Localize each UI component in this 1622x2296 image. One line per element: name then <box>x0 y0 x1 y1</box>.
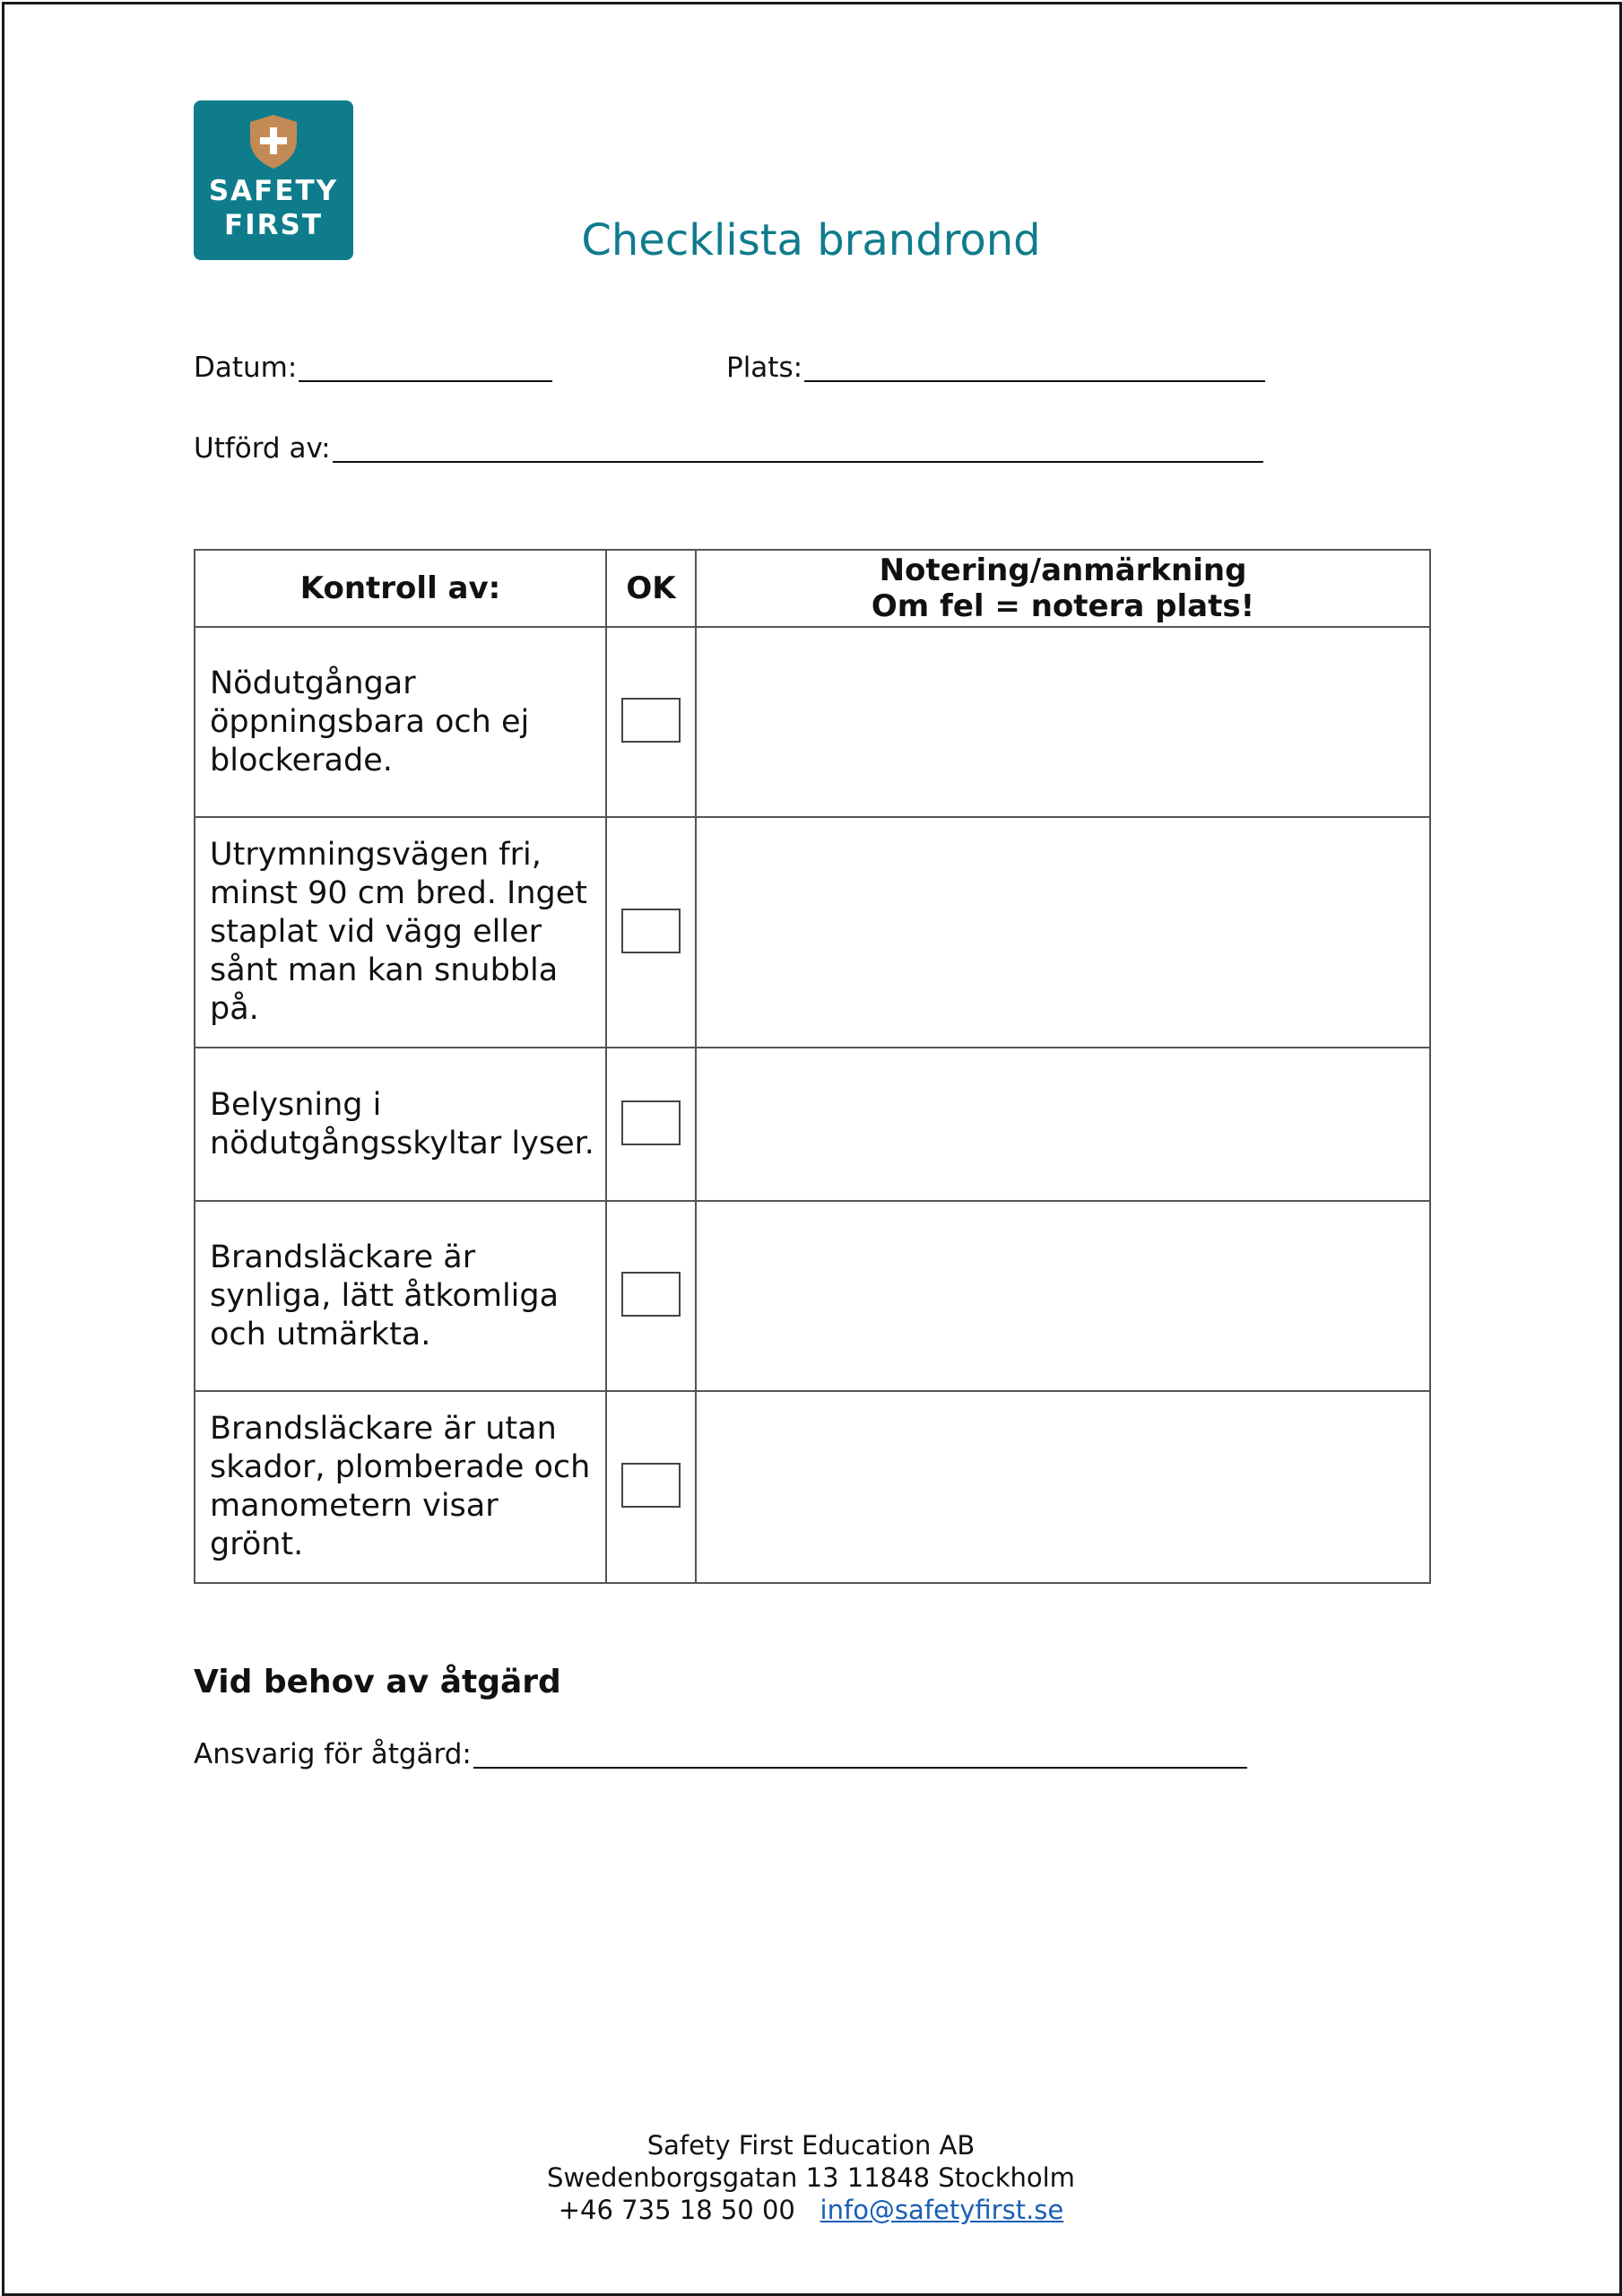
table-row <box>195 627 1430 817</box>
header-note-line1: Notering/anmärkning <box>879 552 1247 588</box>
place-input-line[interactable] <box>804 378 1265 382</box>
control-item: Brandsläckare är synliga, lätt åtkomliga och utmärkta. <box>195 1201 606 1391</box>
header-control: Kontroll av: <box>195 550 606 627</box>
checklist-table <box>194 549 1431 1584</box>
note-cell[interactable] <box>696 1201 1430 1391</box>
date-input-line[interactable] <box>299 378 552 382</box>
place-field[interactable] <box>726 352 1265 384</box>
ok-checkbox[interactable] <box>621 909 681 953</box>
ok-checkbox[interactable] <box>621 1100 681 1145</box>
header-note-line2: Om fel = notera plats! <box>871 588 1255 624</box>
table-row <box>195 1391 1430 1583</box>
header-ok: OK <box>606 550 696 627</box>
shield-plus-icon <box>247 113 300 170</box>
date-label: Datum: <box>194 352 298 384</box>
control-item: Utrymningsvägen fri, minst 90 cm bred. Inget staplat vid vägg eller sånt man kan snubbla på. <box>195 817 606 1048</box>
table-header-row <box>195 550 1430 627</box>
page-title-text: Checklista brandrond <box>581 215 1041 265</box>
page-title <box>0 215 1622 265</box>
control-item: Brandsläckare är utan skador, plomberade och manometern visar grönt. <box>195 1391 606 1583</box>
action-heading: Vid behov av åtgärd <box>194 1664 561 1700</box>
place-label: Plats: <box>726 352 803 384</box>
responsible-input-line[interactable] <box>473 1765 1247 1769</box>
footer-contact <box>0 2194 1622 2226</box>
ok-cell <box>606 1201 696 1391</box>
note-cell[interactable] <box>696 1048 1430 1201</box>
footer-phone: +46 735 18 50 00 <box>558 2195 795 2225</box>
footer-address: Swedenborgsgatan 13 11848 Stockholm <box>547 2162 1075 2193</box>
table-row <box>195 817 1430 1048</box>
ok-checkbox[interactable] <box>621 1272 681 1317</box>
footer-email-link[interactable]: info@safetyfirst.se <box>820 2195 1064 2225</box>
ok-cell <box>606 1048 696 1201</box>
note-cell[interactable] <box>696 817 1430 1048</box>
responsible-field[interactable] <box>194 1738 1247 1770</box>
performed-by-label: Utförd av: <box>194 432 331 465</box>
table-row <box>195 1048 1430 1201</box>
control-item: Belysning i nödutgångsskyltar lyser. <box>195 1048 606 1201</box>
performed-by-field[interactable] <box>194 432 1263 465</box>
control-item: Nödutgångar öppningsbara och ej blockerade. <box>195 627 606 817</box>
footer <box>0 2129 1622 2226</box>
ok-checkbox[interactable] <box>621 1463 681 1508</box>
footer-company: Safety First Education AB <box>646 2130 976 2161</box>
ok-cell <box>606 627 696 817</box>
performed-by-input-line[interactable] <box>333 459 1263 463</box>
note-cell[interactable] <box>696 627 1430 817</box>
logo-text-line1: SAFETY <box>208 175 339 207</box>
header-note <box>696 550 1430 627</box>
date-field[interactable] <box>194 352 552 384</box>
responsible-label: Ansvarig för åtgärd: <box>194 1738 472 1770</box>
ok-cell <box>606 817 696 1048</box>
table-row <box>195 1201 1430 1391</box>
ok-checkbox[interactable] <box>621 698 681 743</box>
logo-text-line2: FIRST <box>223 209 324 241</box>
note-cell[interactable] <box>696 1391 1430 1583</box>
ok-cell <box>606 1391 696 1583</box>
